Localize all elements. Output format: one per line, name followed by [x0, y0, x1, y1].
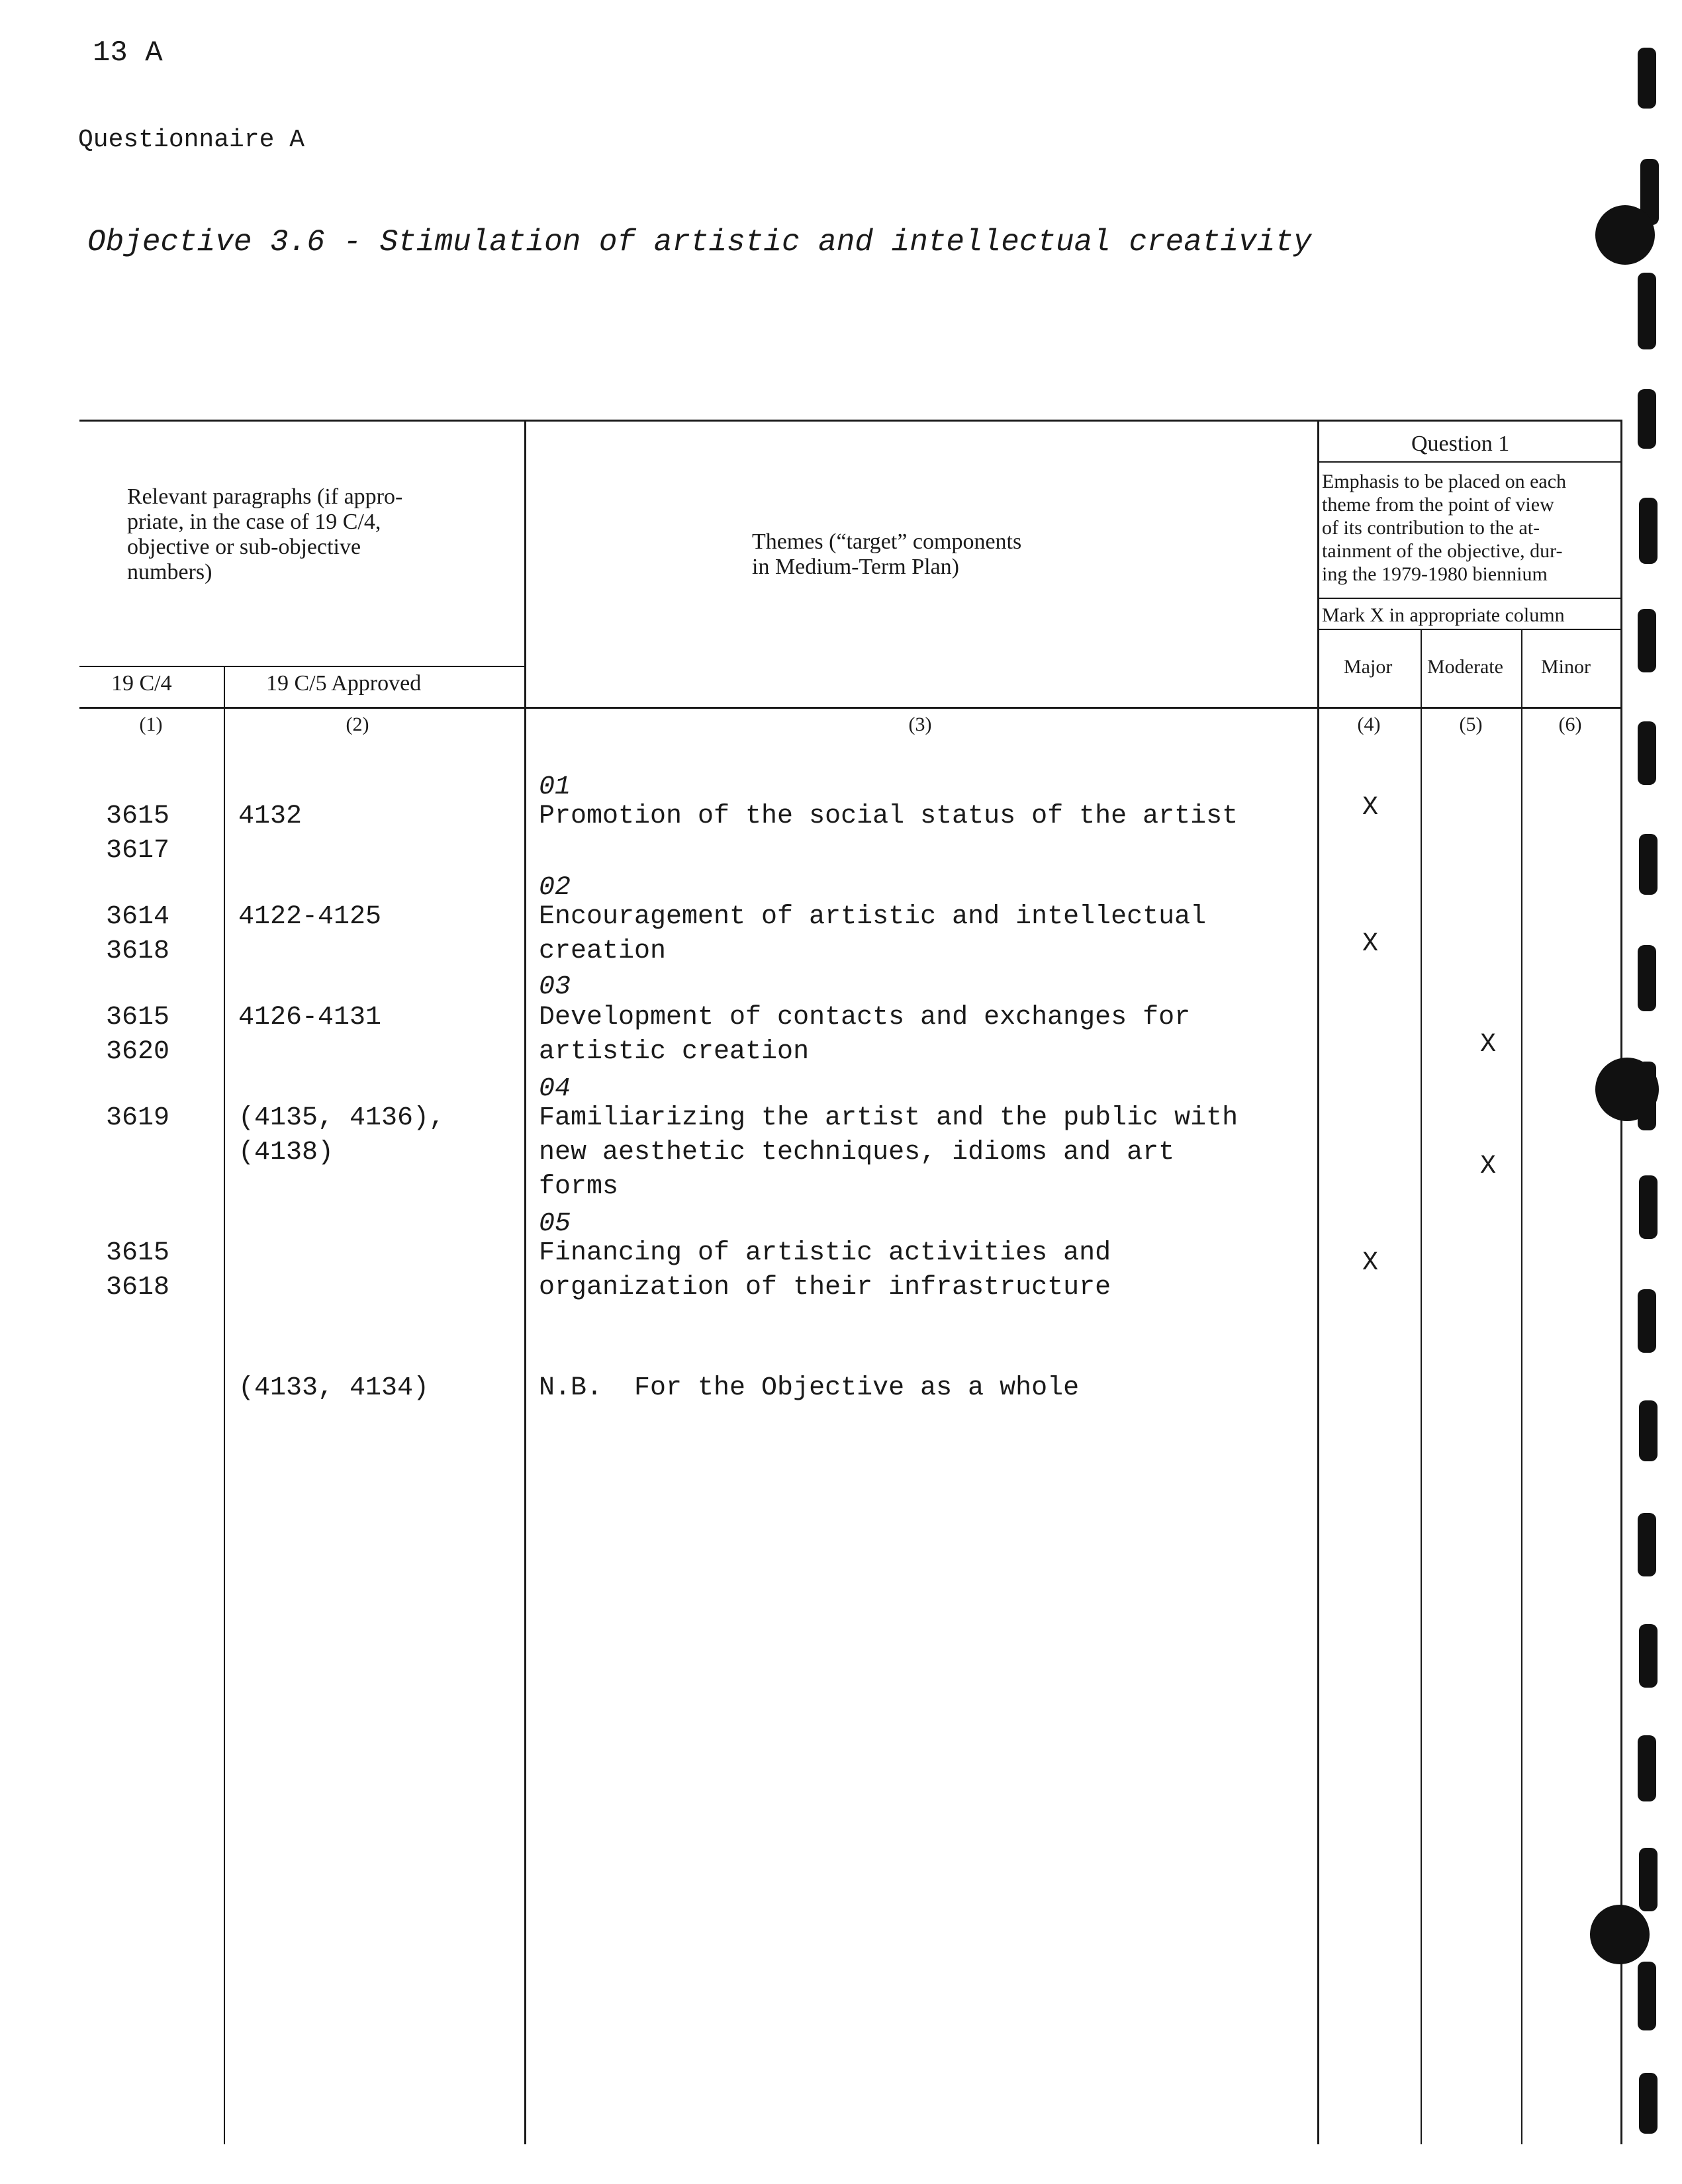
punch-slot: [1638, 1513, 1656, 1576]
moderate-mark: X: [1479, 1152, 1496, 1181]
column-number: (6): [1558, 713, 1582, 735]
mark-rule: [1317, 629, 1622, 630]
question-header: Question 1: [1411, 432, 1510, 456]
questionnaire-label: Questionnaire A: [78, 126, 305, 154]
header-bottom-rule: [79, 707, 1622, 709]
table-right-border: [1620, 420, 1622, 2144]
objective-title: Objective 3.6 - Stimulation of artistic and intellectual creativity: [87, 225, 1312, 259]
col-divider-5-6: [1521, 629, 1522, 2144]
punch-slot: [1638, 48, 1656, 109]
table-top-border: [79, 420, 1622, 422]
minor-header: Minor: [1541, 656, 1591, 678]
column-number: (4): [1357, 713, 1381, 735]
c4-paragraphs: 3614 3618: [106, 902, 170, 966]
punch-slot: [1639, 2073, 1658, 2134]
c4-paragraphs: 3615 3618: [106, 1238, 170, 1302]
punch-hole: [1590, 1905, 1650, 1964]
major-mark: X: [1362, 929, 1378, 959]
punch-slot: [1638, 609, 1656, 672]
mark-instruction: Mark X in appropriate column: [1322, 604, 1565, 626]
col-divider-4-5: [1421, 629, 1422, 2144]
c5-paragraphs: 4132: [238, 801, 303, 831]
punch-slot: [1639, 1624, 1658, 1688]
theme-text: Financing of artistic activities and organization of their infrastructure: [539, 1238, 1111, 1302]
punch-slot: [1639, 1175, 1658, 1239]
page-number: 13 A: [93, 36, 163, 69]
column-number: (3): [908, 713, 932, 735]
c5-paragraphs: 4126-4131: [238, 1003, 382, 1032]
col-19c4-header: 19 C/4: [111, 671, 172, 696]
column-number: (1): [139, 713, 163, 735]
theme-text: Encouragement of artistic and intellectual creation: [539, 902, 1207, 966]
col-19c5-header: 19 C/5 Approved: [266, 671, 422, 696]
note-text: N.B. For the Objective as a whole: [539, 1373, 1080, 1403]
theme-code: 02: [539, 873, 571, 903]
themes-header: Themes (“target” components in Medium-Term Plan): [752, 529, 1022, 579]
punch-slot: [1638, 721, 1656, 785]
c4-paragraphs: 3615 3620: [106, 1003, 170, 1067]
theme-code: 03: [539, 972, 571, 1002]
theme-text: Promotion of the social status of the artist: [539, 801, 1238, 831]
punch-slot: [1639, 498, 1658, 564]
c5-paragraphs: (4135, 4136), (4138): [238, 1103, 445, 1167]
punch-slot: [1638, 1289, 1656, 1353]
theme-text: Familiarizing the artist and the public with new aesthetic techniques, idioms and art forms: [539, 1103, 1238, 1202]
punch-slot: [1638, 389, 1656, 449]
c4-paragraphs: 3615 3617: [106, 801, 170, 866]
theme-code: 04: [539, 1074, 571, 1104]
punch-slot: [1638, 273, 1656, 349]
moderate-header: Moderate: [1427, 656, 1503, 678]
theme-code: 05: [539, 1209, 571, 1239]
col-divider-3-4: [1317, 420, 1319, 2144]
punch-slot: [1639, 1400, 1658, 1461]
column-number: (5): [1459, 713, 1483, 735]
punch-slot: [1639, 1848, 1658, 1911]
punch-hole: [1595, 205, 1655, 265]
punch-slot: [1638, 1735, 1656, 1801]
header-sub-rule: [79, 666, 524, 667]
col-divider-1-2: [224, 666, 225, 2144]
punch-slot: [1638, 1962, 1656, 2030]
relevant-paragraphs-header: Relevant paragraphs (if appro- priate, in the case of 19 C/4, objective or sub-objective numbers): [127, 484, 403, 584]
punch-slot: [1639, 834, 1658, 895]
col-divider-2-3: [524, 420, 526, 2144]
theme-text: Development of contacts and exchanges for artistic creation: [539, 1003, 1191, 1067]
note-c5-paragraphs: (4133, 4134): [238, 1373, 430, 1403]
punch-slot: [1638, 945, 1656, 1011]
emphasis-header: Emphasis to be placed on each theme from the point of view of its contribution to the at- tainment of the objective, dur- ing the 1979-1980 biennium: [1322, 471, 1567, 585]
column-number: (2): [346, 713, 369, 735]
punch-slot: [1638, 1062, 1656, 1130]
theme-code: 01: [539, 772, 571, 802]
emphasis-rule: [1317, 598, 1622, 599]
major-mark: X: [1362, 1248, 1378, 1278]
question-title-rule: [1317, 461, 1622, 463]
major-mark: X: [1362, 793, 1378, 823]
major-header: Major: [1344, 656, 1393, 678]
moderate-mark: X: [1479, 1030, 1496, 1060]
c4-paragraphs: 3619: [106, 1103, 170, 1133]
c5-paragraphs: 4122-4125: [238, 902, 382, 932]
